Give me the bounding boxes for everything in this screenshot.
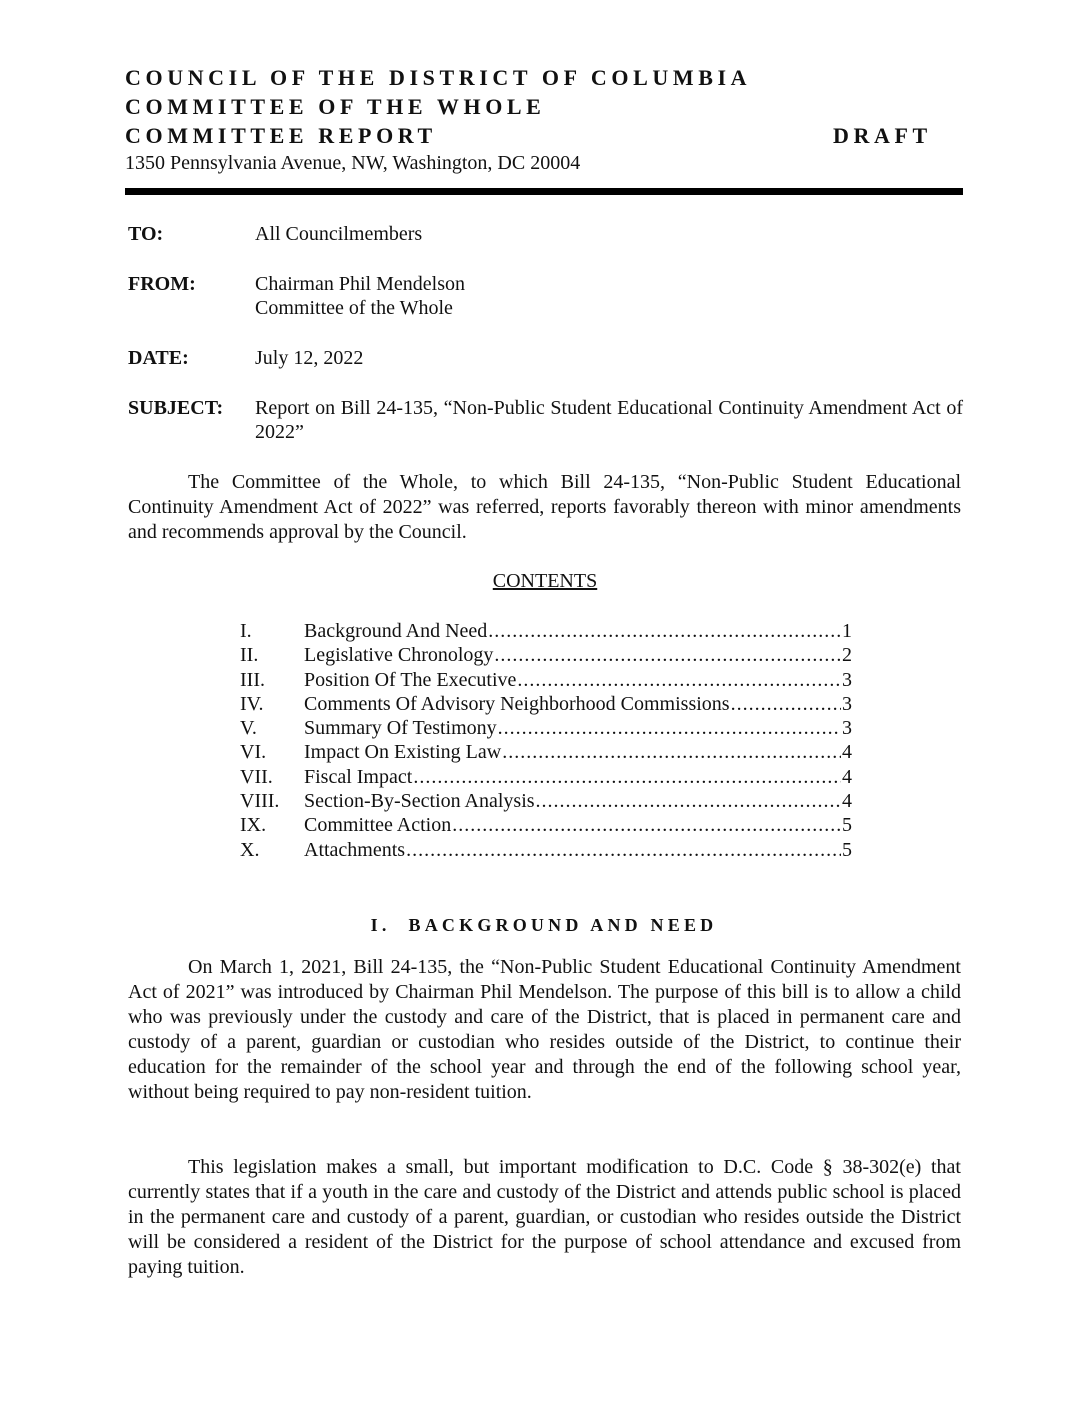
toc-row — [240, 740, 852, 764]
toc-number: VII. — [240, 765, 273, 788]
toc-title: Section-By-Section Analysis — [304, 790, 535, 813]
toc-number: V. — [240, 717, 257, 740]
toc-page-number: 4 — [842, 790, 852, 813]
header-address: 1350 Pennsylvania Avenue, NW, Washington, DC 20004 — [125, 152, 581, 174]
toc-entry — [304, 668, 852, 692]
toc-leader-dots — [536, 789, 841, 813]
memo-from-line1: Chairman Phil Mendelson — [255, 273, 465, 295]
toc-row — [240, 668, 852, 692]
table-of-contents — [240, 619, 852, 862]
memo-to-value: All Councilmembers — [255, 223, 423, 245]
toc-row — [240, 765, 852, 789]
toc-leader-dots — [731, 692, 841, 716]
toc-page-number: 2 — [842, 644, 852, 667]
header-report-type: COMMITTEE REPORT — [125, 123, 437, 148]
toc-leader-dots — [488, 619, 841, 643]
toc-number: X. — [240, 838, 260, 861]
header-rule — [125, 188, 963, 195]
memo-from-line2: Committee of the Whole — [255, 297, 453, 319]
toc-entry — [304, 643, 852, 667]
memo-to-label: TO: — [128, 223, 164, 245]
toc-entry — [304, 619, 852, 643]
toc-leader-dots — [502, 740, 841, 764]
toc-title: Impact On Existing Law — [304, 741, 502, 764]
toc-entry — [304, 789, 852, 813]
toc-number: III. — [240, 668, 265, 691]
toc-row — [240, 692, 852, 716]
toc-page-number: 5 — [842, 814, 852, 837]
toc-row — [240, 643, 852, 667]
toc-row — [240, 619, 852, 643]
toc-leader-dots — [517, 668, 841, 692]
toc-row — [240, 789, 852, 813]
toc-row — [240, 716, 852, 740]
toc-entry — [304, 838, 852, 862]
toc-leader-dots — [498, 716, 841, 740]
toc-page-number: 1 — [842, 620, 852, 642]
toc-page-number: 3 — [842, 668, 852, 691]
toc-entry — [304, 716, 852, 740]
section-heading — [0, 912, 1088, 938]
toc-entry — [304, 765, 852, 789]
toc-entry — [304, 692, 852, 716]
memo-date-value: July 12, 2022 — [255, 347, 364, 369]
toc-number: IX. — [240, 814, 267, 837]
memo-subject-label: SUBJECT: — [128, 397, 224, 419]
toc-leader-dots — [452, 813, 841, 837]
memo-date-label: DATE: — [128, 347, 189, 369]
toc-page-number: 5 — [842, 838, 852, 861]
toc-page-number: 3 — [842, 717, 852, 740]
toc-title: Position Of The Executive — [304, 668, 517, 691]
toc-number: I. — [240, 620, 252, 642]
header-committee-name: COMMITTEE OF THE WHOLE — [125, 94, 546, 119]
toc-title: Attachments — [304, 838, 406, 861]
toc-number: IV. — [240, 692, 264, 715]
toc-title: Background And Need — [304, 620, 488, 642]
toc-title: Fiscal Impact — [304, 765, 413, 788]
section-number: I. — [370, 915, 391, 935]
toc-row — [240, 813, 852, 837]
background-paragraph-2: This legislation makes a small, but important modification to D.C. Code § 38-302(e) that currently states that if a youth in the care and custody of the District and attends public school is placed in the permanent care and custody of a parent, guardian, or custodian who resides outside the District will be considered a resident of the District for the purpose of school attendance and excused from paying tuition. — [128, 1156, 961, 1278]
memo-subject-value: Report on Bill 24-135, “Non-Public Student Educational Continuity Amendment Act of 2022” — [255, 397, 963, 443]
toc-leader-dots — [494, 643, 841, 667]
memo-from-label: FROM: — [128, 273, 196, 295]
toc-title: Summary Of Testimony — [304, 717, 497, 740]
toc-row — [240, 838, 852, 862]
draft-label: DRAFT — [833, 123, 932, 148]
header-council-name: COUNCIL OF THE DISTRICT OF COLUMBIA — [125, 65, 752, 90]
toc-page-number: 4 — [842, 741, 852, 764]
toc-entry — [304, 740, 852, 764]
toc-number: VI. — [240, 741, 267, 764]
toc-entry — [304, 813, 852, 837]
toc-number: VIII. — [240, 790, 280, 813]
section-title: BACKGROUND AND NEED — [408, 915, 718, 935]
toc-page-number: 3 — [842, 692, 852, 715]
toc-title: Comments Of Advisory Neighborhood Commissions — [304, 692, 730, 715]
contents-title: CONTENTS — [492, 570, 598, 592]
toc-leader-dots — [413, 765, 841, 789]
toc-leader-dots — [406, 838, 841, 862]
toc-title: Legislative Chronology — [304, 644, 494, 667]
toc-title: Committee Action — [304, 814, 452, 837]
background-paragraph-1: On March 1, 2021, Bill 24-135, the “Non-Public Student Educational Continuity Amendment Act of 2021” was introduced by Chairman Phil Mendelson. The purpose of this bill is to allow a child who was previously under the custody and care of the District, that is placed in permanent care and custody of a parent, guardian or custodian who resides outside of the District, to continue their education for the remainder of the school year and through the end of the following school year, without being required to pay non-resident tuition. — [128, 956, 961, 1103]
intro-paragraph: The Committee of the Whole, to which Bill 24-135, “Non-Public Student Educational Continuity Amendment Act of 2022” was referred, reports favorably thereon with minor amendments and recommends approval by the Council. — [128, 471, 961, 543]
toc-page-number: 4 — [842, 765, 852, 788]
toc-number: II. — [240, 644, 259, 667]
